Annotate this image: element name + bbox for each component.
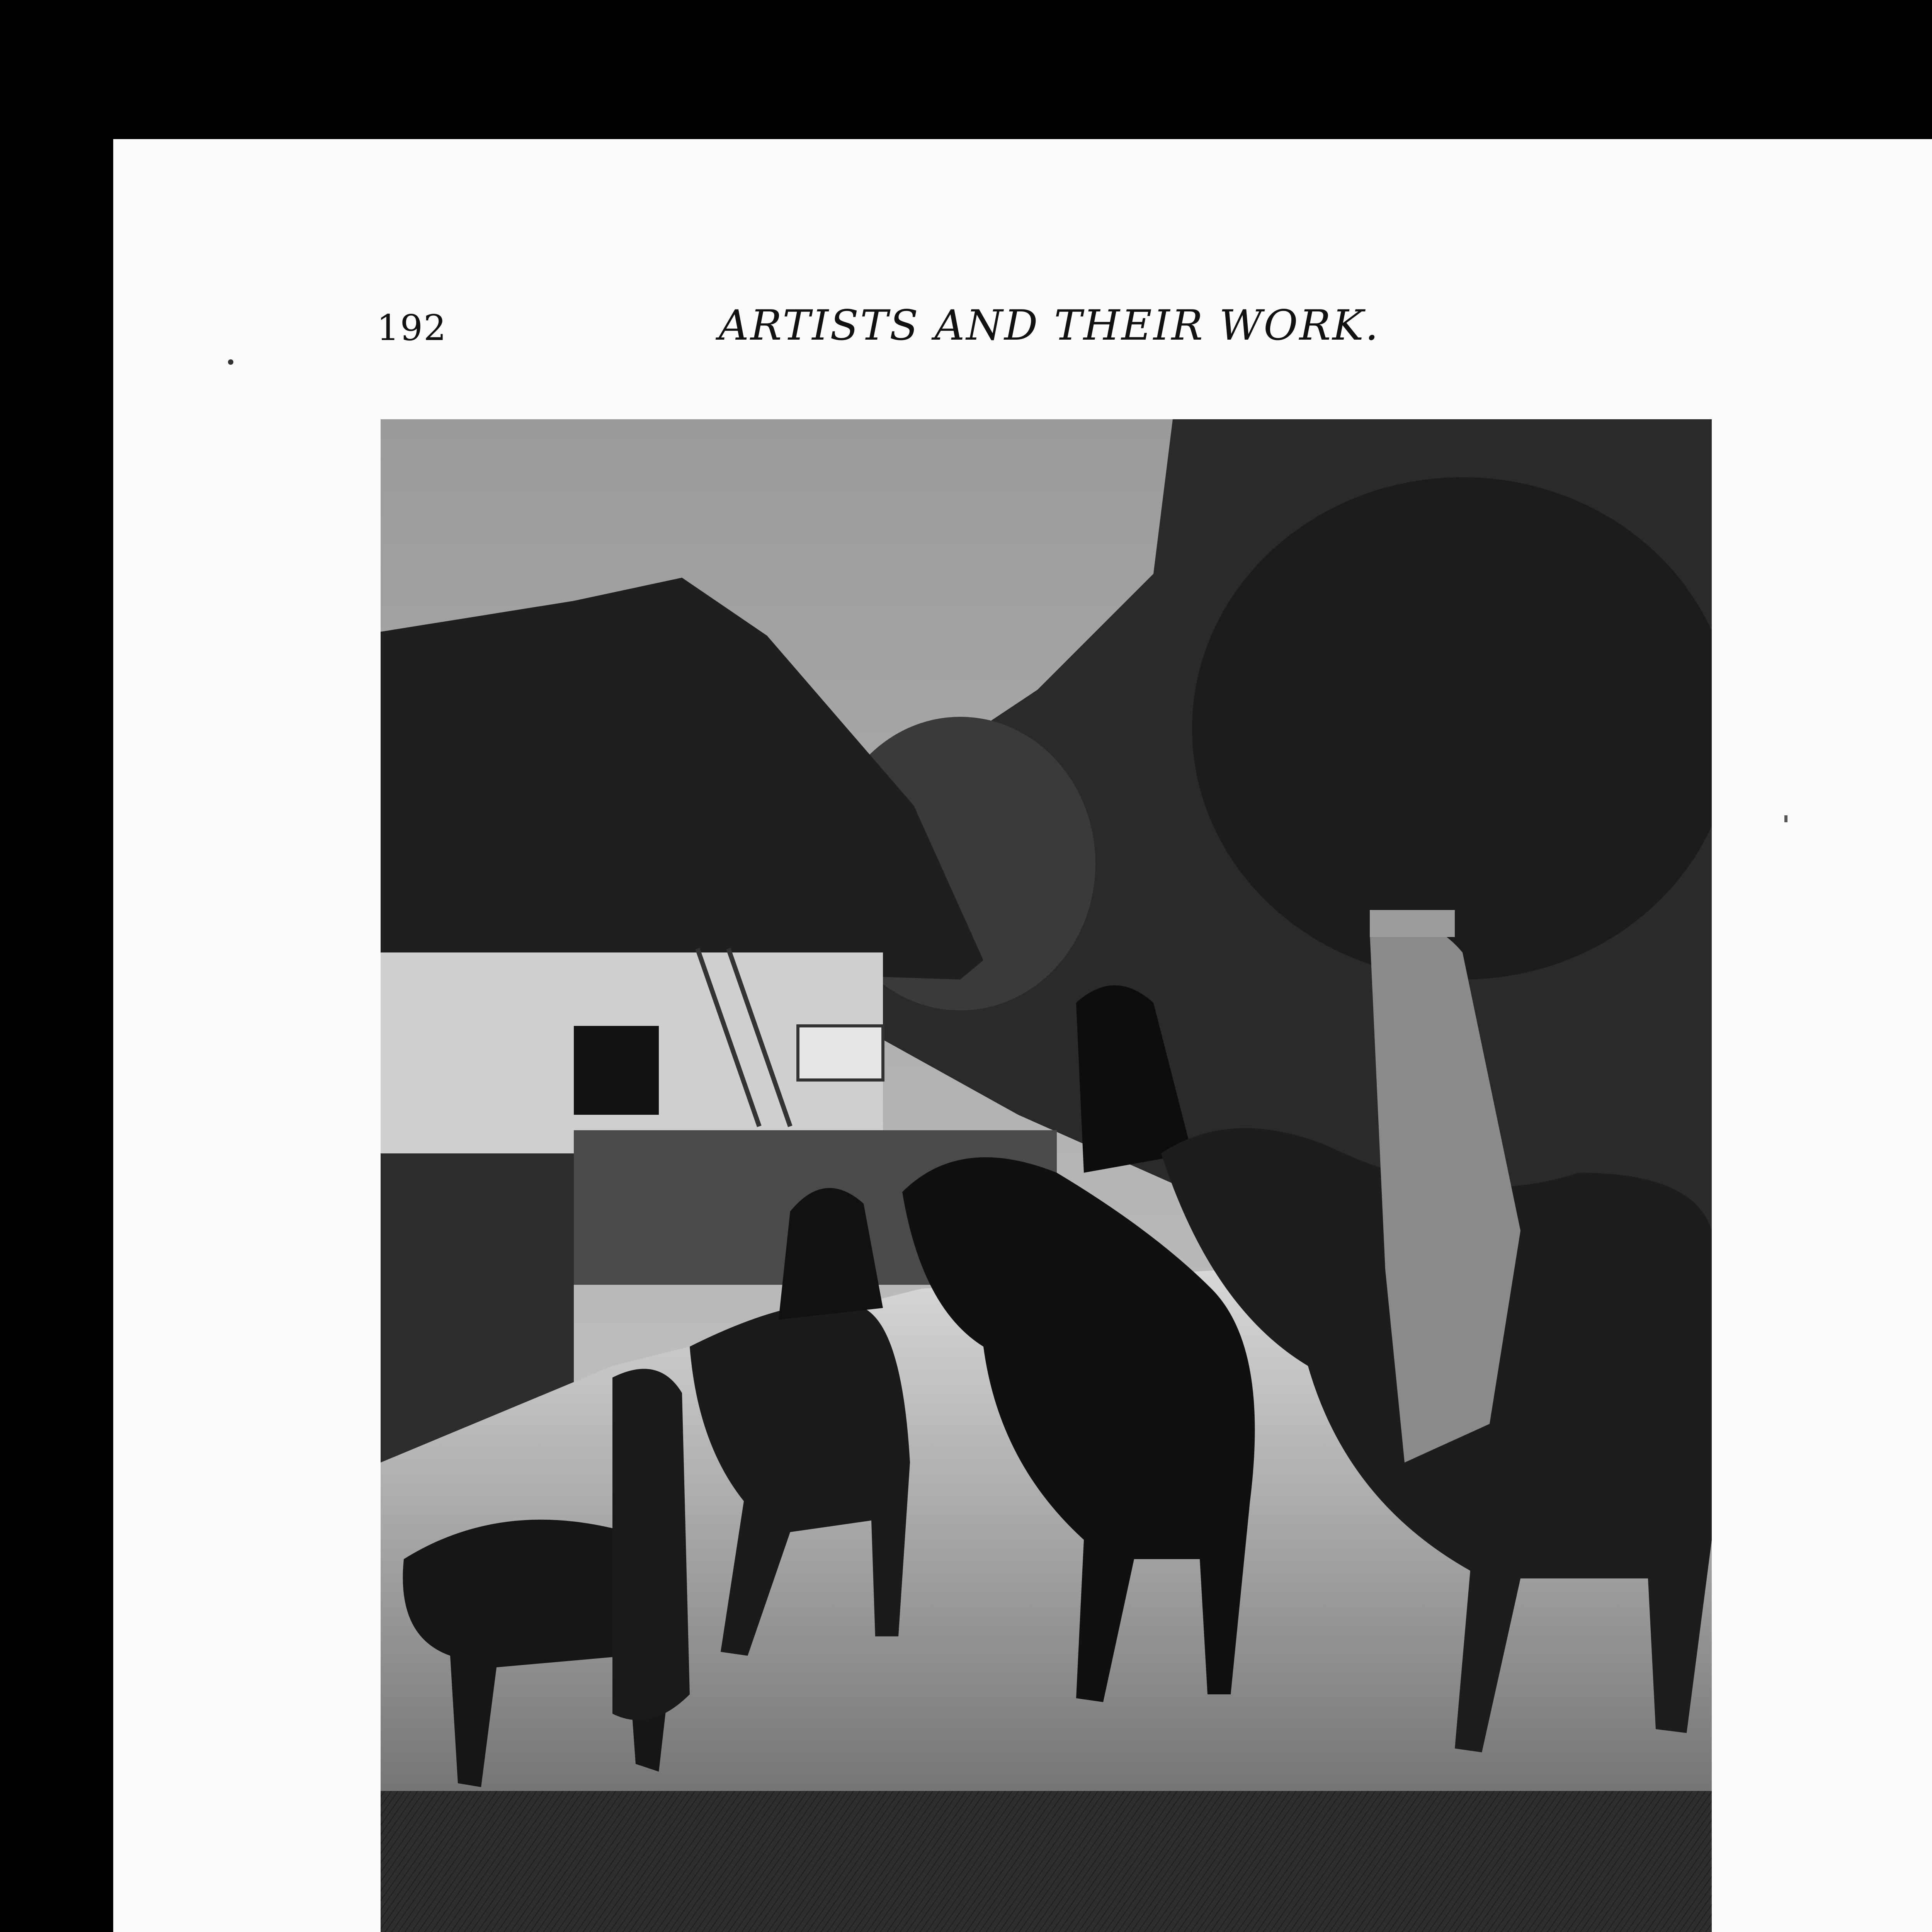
page-number: 192 [377, 307, 447, 349]
rustic-scene-drawing [381, 419, 1712, 1932]
birdcage [798, 1026, 883, 1080]
tree-canopy [1192, 477, 1712, 980]
ink-speck [1784, 815, 1787, 822]
running-head: ARTISTS AND THEIR WORK. [719, 301, 1380, 350]
straw-hat [1370, 910, 1455, 937]
ink-speck [228, 359, 233, 365]
grass-hatching [381, 1791, 1712, 1932]
girl-figure [612, 1369, 690, 1720]
engraving-illustration [381, 419, 1712, 1932]
cottage-window [574, 1026, 659, 1115]
